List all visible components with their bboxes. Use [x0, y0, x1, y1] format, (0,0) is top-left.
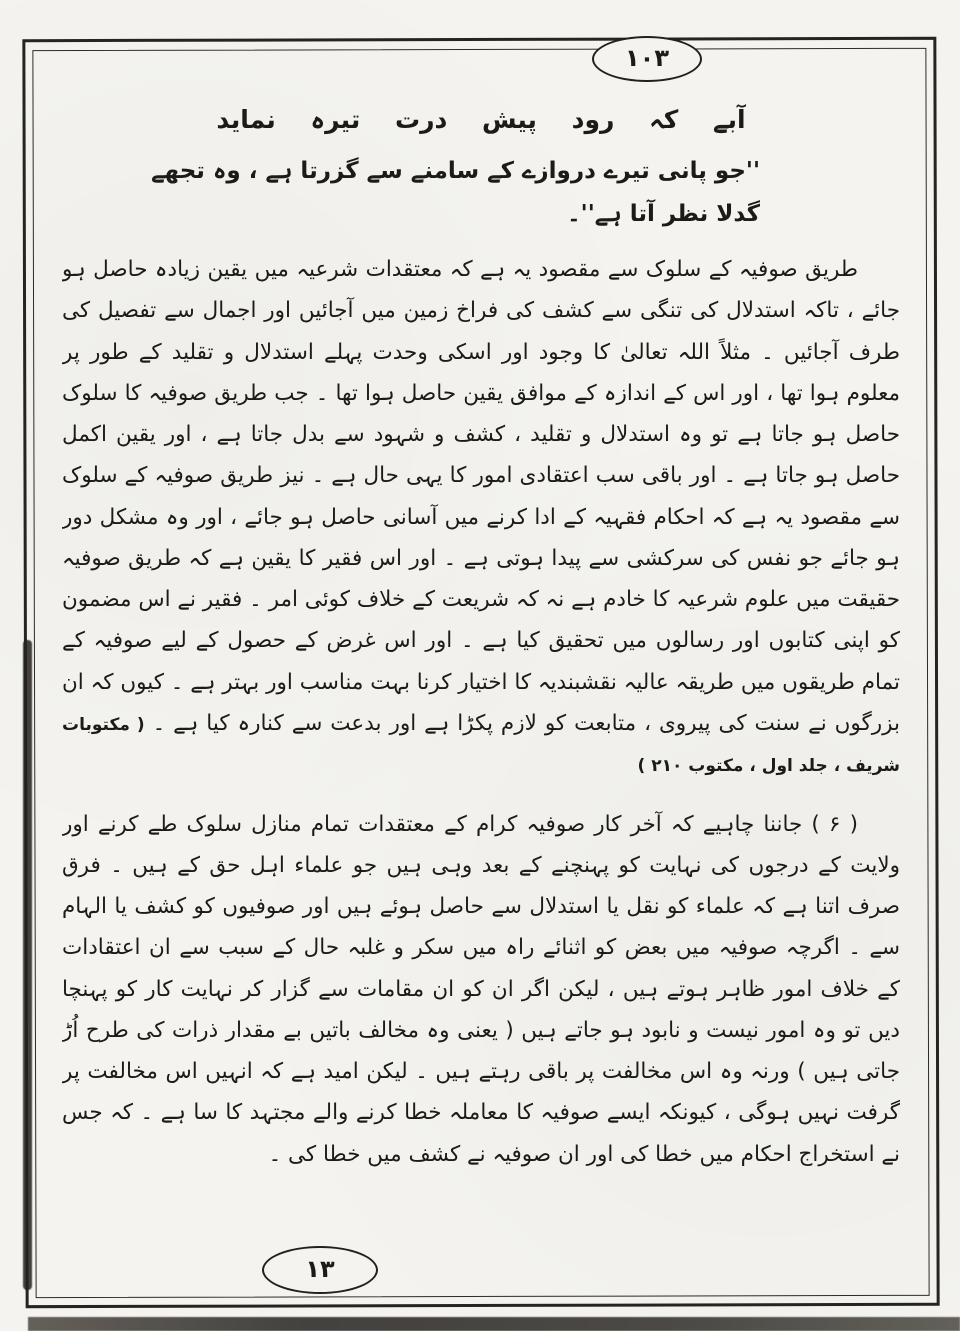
- page-number-badge: [592, 36, 702, 82]
- paragraph-1: [62, 249, 900, 785]
- paragraph-1-text: طریق صوفیہ کے سلوک سے مقصود یہ ہے کہ معتقدات شرعیہ میں یقین زیادہ حاصل ہو جائے ، تاکہ استدلال کی تنگی سے کشف کی فراخ زمین میں آجائیں اور اجمال سے تفصیل کی طرف آجائیں ۔ مثلاً اللہ تعالیٰ کا وجود اور اسکی وحدت پہلے استدلال و تقلید کے طور پر معلوم ہوا تھا ، اور اس کے اندازہ کے موافق یقین حاصل ہوا تھا ۔ جب طریق صوفیہ کا سلوک حاصل ہو جاتا ہے تو وہ استدلال و تقلید ، کشف و شہود سے بدل جاتا ہے ، اور یقین اکمل حاصل ہو جاتا ہے ۔ اور باقی سب اعتقادی امور کا یہی حال ہے ۔ نیز طریق صوفیہ کے سلوک سے مقصود یہ ہے کہ احکام فقہیہ کے ادا کرنے میں آسانی حاصل ہو جائے ، اور وہ مشکل دور ہو جائے جو نفس کی سرکشی سے پیدا ہوتی ہے ۔ اور اس فقیر کا یقین ہے کہ طریق صوفیہ حقیقت میں علوم شرعیہ کا خادم ہے نہ کہ شریعت کے خلاف کوئی امر ۔ فقیر نے اس مضمون کو اپنی کتابوں اور رسالوں میں تحقیق کیا ہے ۔ اور اس غرض کے حصول کے لیے صوفیہ کے تمام طریقوں میں طریقہ عالیہ نقشبندیہ کا اختیار کرنا بہت مناسب اور بہتر ہے ۔ کیوں کہ ان بزرگوں نے سنت کی پیروی ، متابعت کو لازم پکڑا ہے اور بدعت سے کنارہ کیا ہے ۔: [62, 257, 900, 737]
- paragraph-2: ( ۶ ) جاننا چاہیے کہ آخر کار صوفیہ کرام کے معتقدات تمام منازل سلوک طے کرنے اور ولایت کے درجوں کی نہایت کو پہنچنے کے بعد وہی ہیں جو علماء اہل حق کے ہیں ۔ فرق صرف اتنا ہے کہ علماء کو نقل یا استدلال سے حاصل ہوئے ہیں اور صوفیوں کو کشف یا الہام سے ۔ اگرچہ صوفیہ میں بعض کو اثنائے راہ میں سکر و غلبہ حال کے سبب سے ان اعتقادات کے خلاف امور ظاہر ہوتے ہیں ، لیکن اگر ان کو ان مقامات سے گزار کر نہایت کار کو پہنچا دیں تو وہ امور نیست و نابود ہو جاتے ہیں ( یعنی وہ مخالف باتیں بے مقدار ذرات کی طرح اُڑ جاتی ہیں ) ورنہ وہ اس مخالفت پر باقی رہتے ہیں ۔ لیکن امید ہے کہ انہیں اس مخالفت پر گرفت نہیں ہوگی ، کیونکہ ایسے صوفیہ کا معاملہ خطا کرنے والے مجتہد کا سا ہے ۔ کہ جس نے استخراج احکام میں خطا کی اور ان صوفیہ نے کشف میں خطا کی ۔: [62, 811, 900, 1167]
- persian-verse-line: آبے کہ رود پیش درت تیرہ نماید: [216, 105, 746, 134]
- scan-smudge-left: [23, 640, 32, 1290]
- page-content: [62, 96, 900, 1275]
- verse-translation: ''جو پانی تیرے دروازے کے سامنے سے گزرتا ہے ، وہ تجھے گدلا نظر آتا ہے''۔: [151, 158, 760, 227]
- page-number: ۱۰۳: [625, 44, 669, 72]
- citation-reference: ( مکتوبات شریف ، جلد اول ، مکتوب ۲۱۰ ): [62, 715, 900, 777]
- scan-bottom-band: [28, 1317, 960, 1331]
- footer-mark-badge: [262, 1246, 378, 1294]
- footer-mark: ۱۳: [305, 1255, 335, 1283]
